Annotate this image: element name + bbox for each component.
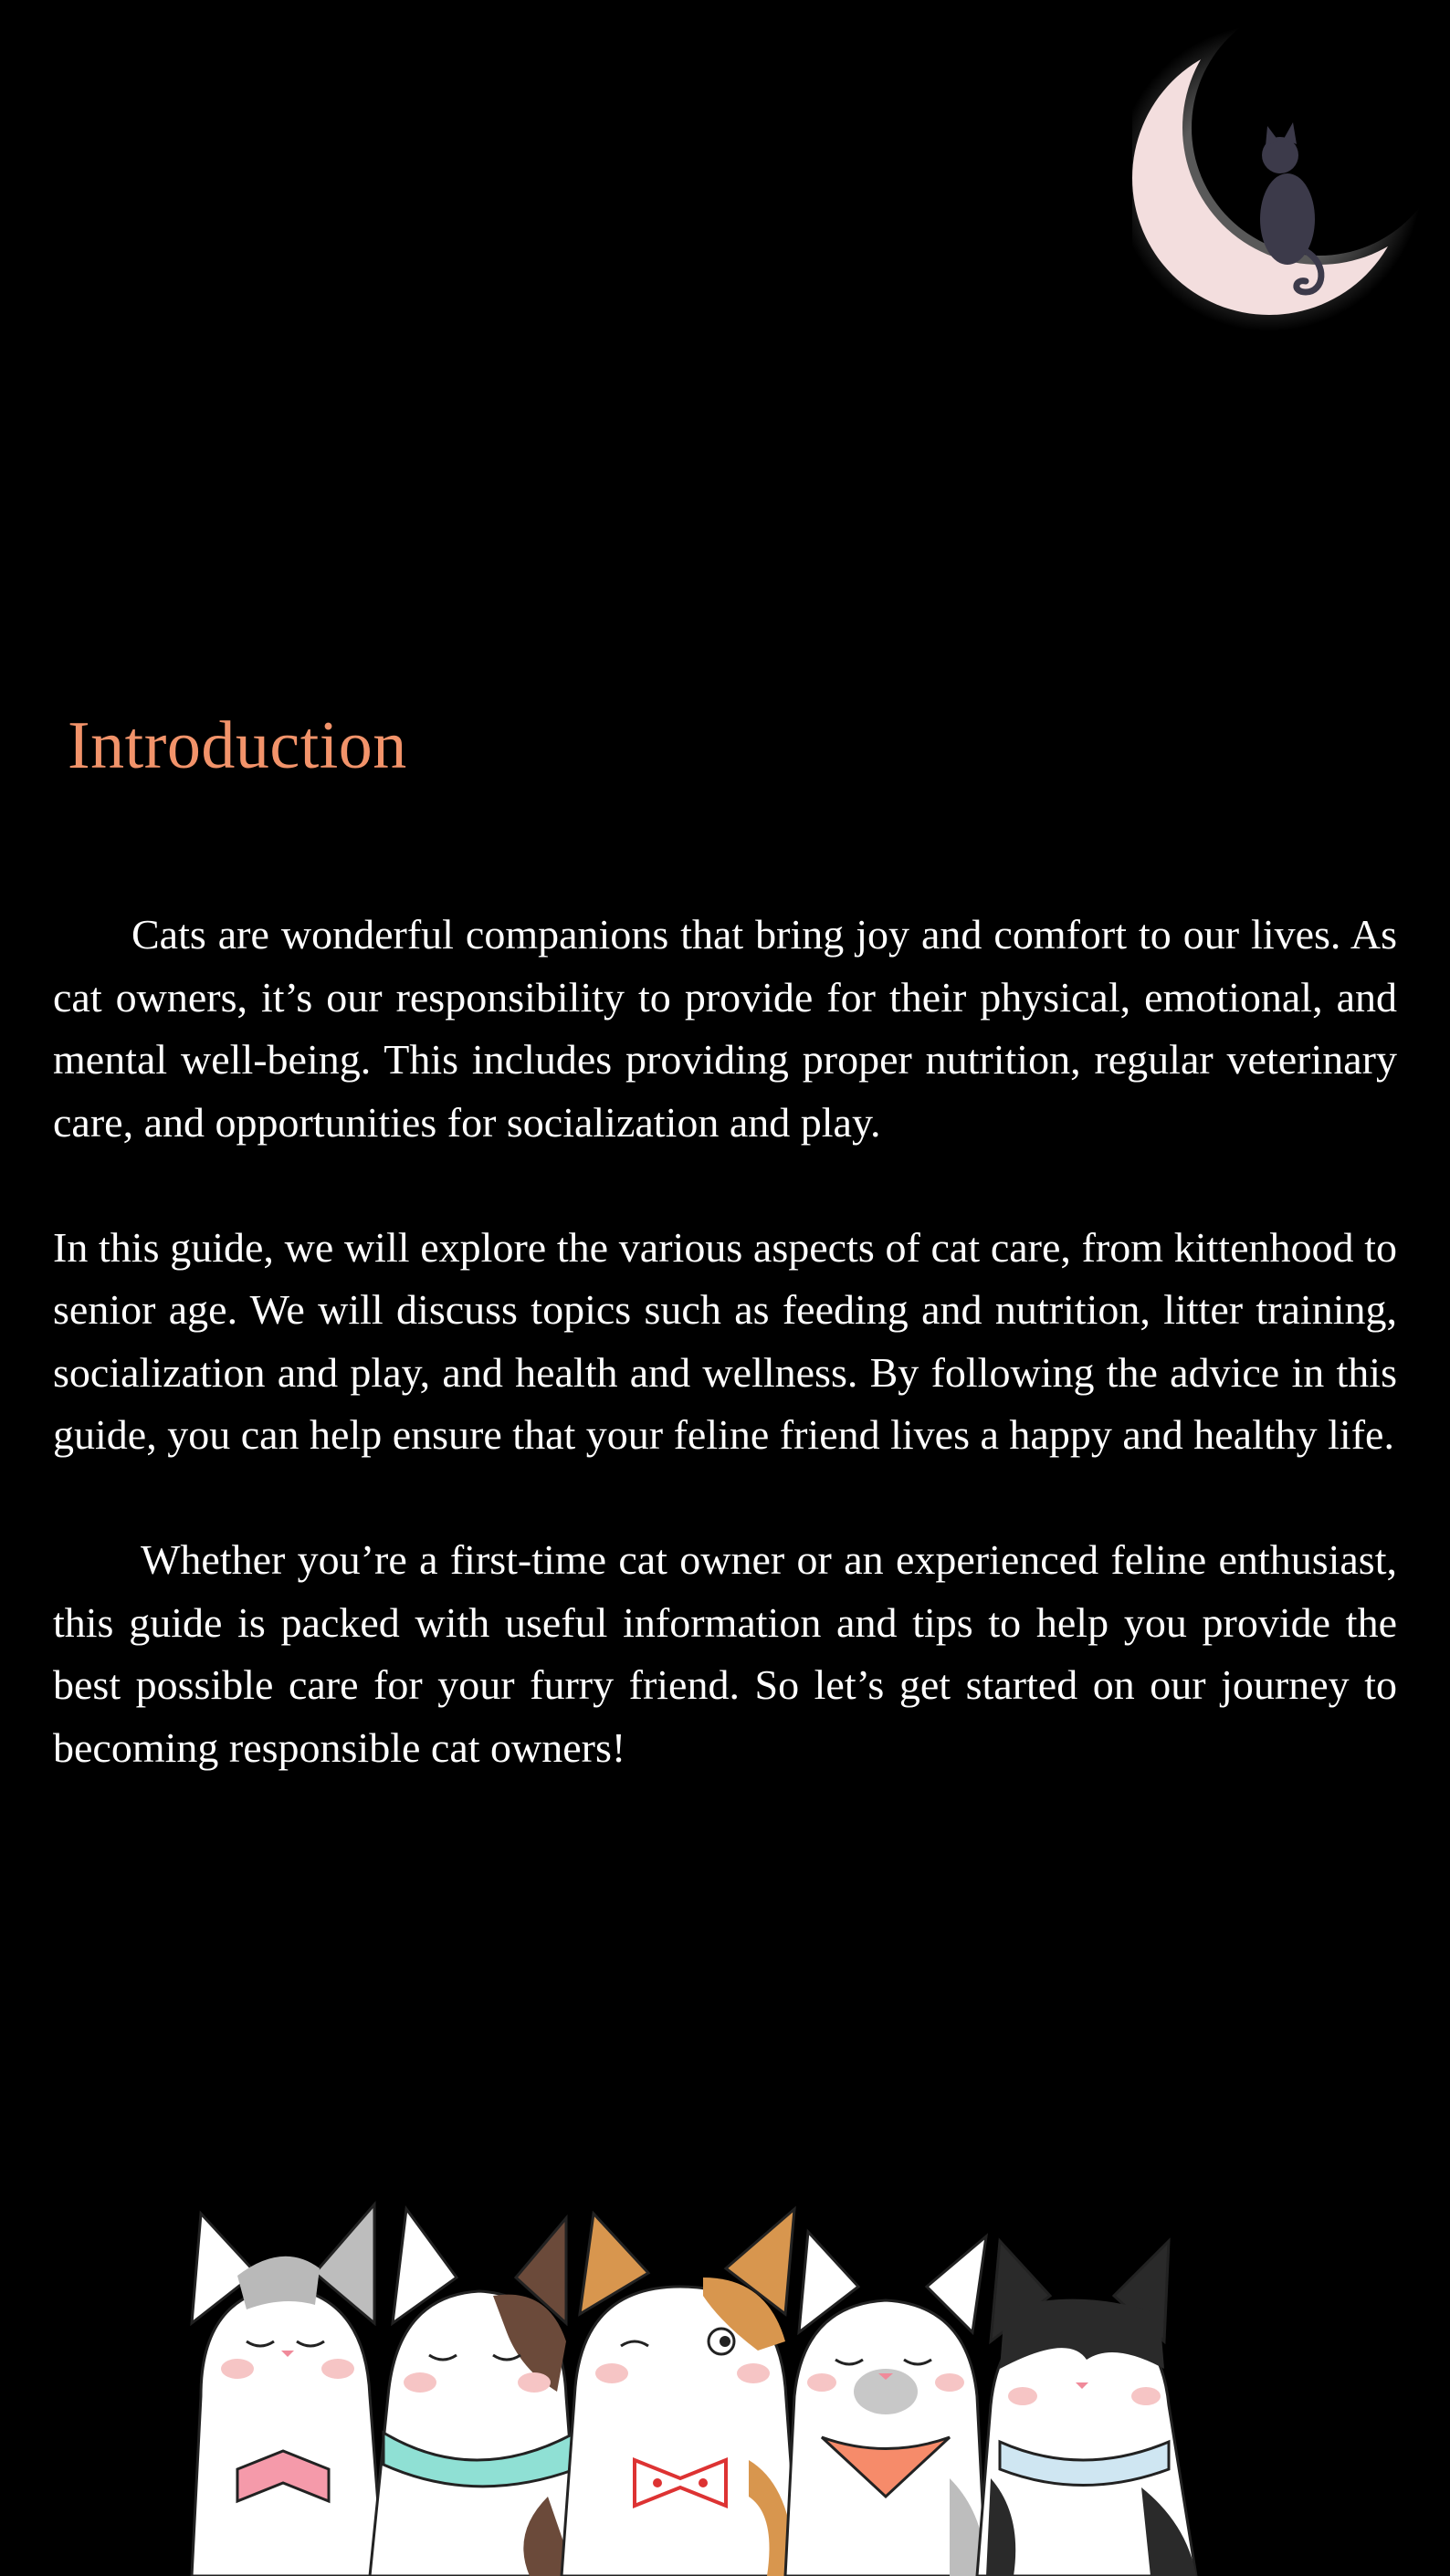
page-title: Introduction — [68, 708, 407, 783]
five-cats-illustration — [164, 2186, 1297, 2576]
moon-shape — [1132, 41, 1406, 315]
cat-1-grey-bowtie — [192, 2204, 384, 2576]
intro-paragraph-2: In this guide, we will explore the various aspects of cat care, from kittenhood to senior age. We will discuss topics such as feeding and nutrition, litter training, socialization and play, and health and wellness. By following the advice in this guide, you can help ensure that your feline friend lives a happy and healthy life. — [53, 1223, 1397, 1458]
intro-body — [53, 904, 1397, 1842]
crescent-moon-cat-illustration — [1132, 18, 1443, 347]
cat-5-black-white — [977, 2241, 1196, 2576]
cat-4-white-orange-scarf — [785, 2232, 986, 2576]
intro-paragraph-3: Whether you’re a first-time cat owner or an experienced feline enthusiast, this guide is packed with useful information and tips to help you provide the best possible care for your furry friend. So let’s get started on our journey to becoming responsible cat owners! — [53, 1536, 1397, 1771]
cat-3-calico-winking — [562, 2209, 799, 2576]
intro-paragraph-1: Cats are wonderful companions that bring joy and comfort to our lives. As cat owners, it’s our responsibility to provide for their physical, emotional, and mental well-being. This includes providing proper nutrition, regular veterinary care, and opportunities for socialization and play. — [53, 911, 1397, 1146]
cat-2-brown-teal-scarf — [370, 2209, 580, 2576]
